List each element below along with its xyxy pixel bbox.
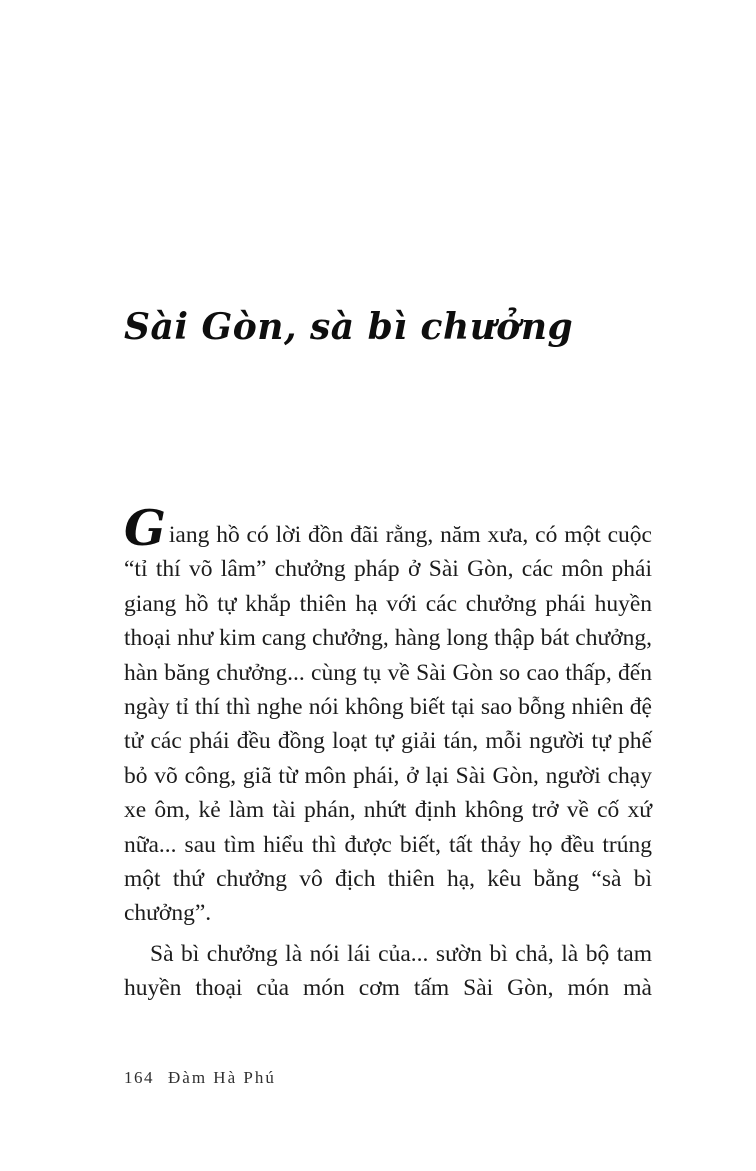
page-footer <box>124 1066 276 1090</box>
paragraph <box>124 937 652 1006</box>
page-number: 164 <box>124 1068 154 1087</box>
paragraph-text: Sà bì chưởng là nói lái của... sườn bì chả, là bộ tam huyền thoại của món cơm tấm Sài Gòn, món mà <box>124 940 652 1002</box>
body-text <box>124 499 652 1006</box>
paragraph <box>124 499 652 931</box>
running-footer-author: Đàm Hà Phú <box>168 1068 276 1087</box>
raised-initial-letter: G <box>124 499 166 557</box>
paragraph-text: iang hồ có lời đồn đãi rằng, năm xưa, có một cuộc “tỉ thí võ lâm” chưởng pháp ở Sài Gòn, các môn phái giang hồ tự khắp thiên hạ với các chưởng phái huyền thoại như kim cang chưởng, hàng long thập bát chưởng, hàn băng chưởng... cùng tụ về Sài Gòn so cao thấp, đến ngày tỉ thí thì nghe nói không biết tại sao bỗng nhiên đệ tử các phái đều đồng loạt tự giải tán, mỗi người tự phế bỏ võ công, giã từ môn phái, ở lại Sài Gòn, người chạy xe ôm, kẻ làm tài phán, nhứt định không trở về cố xứ nữa... sau tìm hiểu thì được biết, tất thảy họ đều trúng một thứ chưởng vô địch thiên hạ, kêu bằng “sà bì chưởng”. <box>124 522 652 927</box>
chapter-title: Sài Gòn, sà bì chưởng <box>124 306 574 348</box>
